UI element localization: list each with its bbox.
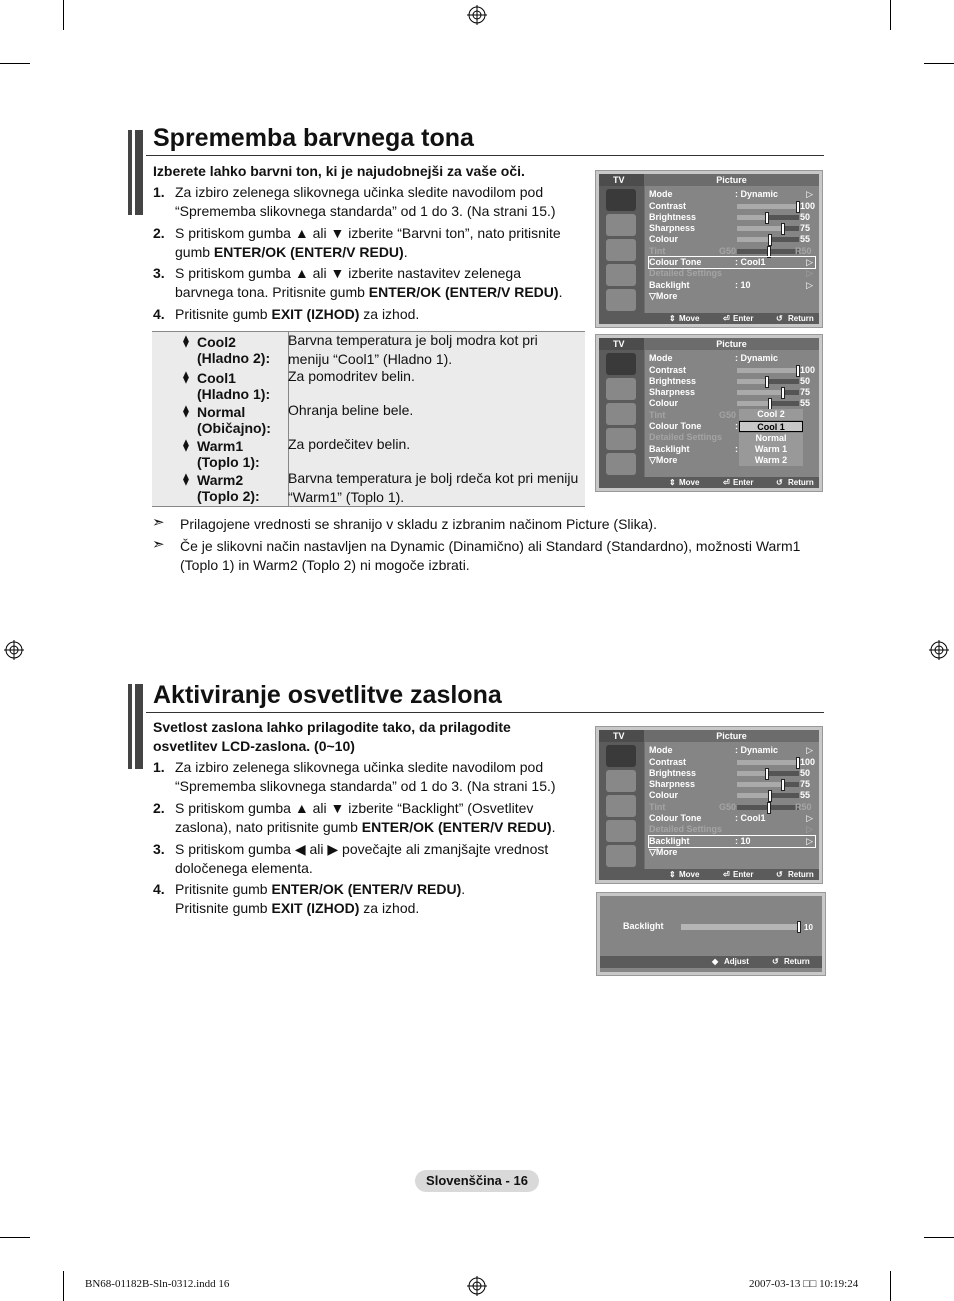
diamond-icon: ⧫: [183, 334, 189, 348]
diamond-icon: ⧫: [183, 404, 189, 418]
enter-icon: ⏎: [723, 314, 730, 323]
dropdown-option-normal[interactable]: Normal: [739, 433, 803, 444]
tone-desc: Barvna temperatura je bolj rdeča kot pri meniju “Warm1” (Toplo 1).: [288, 470, 579, 505]
menu-item-sharpness[interactable]: Sharpness 75: [649, 387, 811, 397]
menu-footer: ⇕ Move ⏎ Enter ↺ Return: [599, 313, 819, 324]
picture-icon: [606, 189, 636, 211]
move-icon: ⇕: [669, 870, 676, 879]
heading-rule: [146, 712, 824, 713]
left-right-icon: ◆: [712, 957, 719, 966]
step-2: 2. S pritiskom gumba ▲ ali ▼ izberite “Backlight” (Osvetlitev zaslona), nato pritisnite gumb ENTER/OK (ENTER/V REDU).: [153, 800, 556, 835]
menu-item-contrast[interactable]: Contrast 100: [649, 757, 816, 767]
menu-item-sharpness[interactable]: Sharpness 75: [649, 223, 811, 233]
note-2: Če je slikovni način nastavljen na Dynamic (Dinamično) ali Standard (Standardno), možnosti Warm1 (Toplo 1) in Warm2 (Toplo 2) ni mogoče izbrati.: [180, 538, 801, 573]
setup-icon: [606, 428, 636, 450]
menu-item-mode[interactable]: Mode : Dynamic: [649, 353, 779, 363]
sound-icon: [606, 214, 636, 236]
menu-item-colour-tone[interactable]: Colour Tone : Cool1 ▷: [649, 813, 813, 823]
section2-title: Aktiviranje osvetlitve zaslona: [153, 681, 502, 709]
channel-icon: [606, 795, 636, 817]
tone-desc: Za pomodritev belin.: [288, 368, 415, 384]
tone-name: Cool2 (Hladno 2):: [197, 334, 271, 366]
section1-lead: Izberete lahko barvni ton, ki je najudobnejši za vaše oči.: [153, 163, 525, 179]
picture-icon: [606, 353, 636, 375]
colour-tone-table: [152, 331, 585, 507]
crop-mark: [890, 1271, 891, 1301]
menu-item-more[interactable]: ▽More: [649, 291, 678, 301]
dropdown-option-cool1[interactable]: Cool 1: [739, 421, 803, 432]
return-icon: ↺: [776, 314, 783, 323]
step-3: 3. S pritiskom gumba ◀ ali ▶ povečajte ali zmanjšajte vrednost določenega elementa.: [153, 841, 549, 876]
crop-mark: [63, 1271, 64, 1301]
diamond-icon: ⧫: [183, 472, 189, 486]
diamond-icon: ⧫: [183, 370, 189, 384]
menu-item-tint: Tint G50: [649, 410, 737, 420]
setup-icon: [606, 820, 636, 842]
step-1: 1. Za izbiro zelenega slikovnega učinka sledite navodilom pod “Sprememba slikovnega standarda” od 1 do 3. (Na strani 15.): [153, 759, 556, 794]
heading-bar: [135, 130, 143, 215]
menu-item-sharpness[interactable]: Sharpness 75: [649, 779, 811, 789]
menu-item-detailed-settings: Detailed Settings ▷: [649, 824, 813, 834]
picture-icon: [606, 745, 636, 767]
tone-name: Warm1 (Toplo 1):: [197, 438, 260, 470]
menu-item-colour-tone[interactable]: Colour Tone :: [649, 421, 738, 431]
input-icon: [606, 845, 636, 867]
menu-item-brightness[interactable]: Brightness 50: [649, 376, 811, 386]
step-4: 4. Pritisnite gumb EXIT (IZHOD) za izhod.: [153, 306, 420, 322]
note-arrow-icon: ➣: [152, 514, 165, 531]
step-3: 3. S pritiskom gumba ▲ ali ▼ izberite nastavitev zelenega barvnega tona. Pritisnite gumb ENTER/OK (ENTER/V REDU).: [153, 265, 563, 300]
heading-bar: [135, 684, 143, 769]
menu-item-detailed-settings: Detailed Settings ▷: [649, 268, 813, 278]
registration-mark-icon: [929, 640, 949, 660]
registration-mark-icon: [467, 5, 487, 25]
return-icon: ↺: [776, 478, 783, 487]
heading-bar: [128, 684, 132, 769]
backlight-slider[interactable]: [681, 924, 801, 930]
slider-knob[interactable]: [797, 921, 801, 933]
menu-item-more[interactable]: ▽More: [649, 455, 678, 465]
step-2: 2. S pritiskom gumba ▲ ali ▼ izberite “Barvni ton”, nato pritisnite gumb ENTER/OK (ENTER/V REDU).: [153, 225, 561, 260]
tone-desc: Ohranja beline bele.: [288, 402, 414, 418]
crop-mark: [924, 1237, 954, 1238]
backlight-menu-screen: TV Picture Mode : Dynamic ▷ Contrast 100 Brightness 50 Sharpness 75 Colour 55 Tint G50 R50 Colour Tone : Cool1 ▷ Detailed Settings ▷ Backlight : 10 ▷ ▽More ⇕ Move ⏎ Enter ↺ Return: [595, 726, 823, 884]
page-number: Slovenščina - 16: [415, 1170, 539, 1192]
crop-mark: [63, 0, 64, 30]
registration-mark-icon: [467, 1276, 487, 1296]
menu-item-contrast[interactable]: Contrast 100: [649, 201, 816, 211]
menu-item-colour[interactable]: Colour 55: [649, 398, 811, 408]
colour-tone-dropdown-screen: TV Picture Mode : Dynamic Contrast 100 Brightness 50 Sharpness 75 Colour 55 Tint G50 Colour Tone : Detailed Settings Backlight : ▽More Cool 2 Cool 1 Normal Warm 1 Warm 2 ⇕ Move ⏎ Enter ↺ Return: [595, 334, 823, 492]
section2-lead: Svetlost zaslona lahko prilagodite tako, da prilagodite osvetlitev LCD-zaslona. (0~10): [153, 719, 511, 754]
backlight-value: 10: [804, 923, 813, 932]
menu-item-backlight[interactable]: Backlight : 10 ▷: [649, 280, 813, 290]
menu-item-contrast[interactable]: Contrast 100: [649, 365, 816, 375]
tone-desc: Barvna temperatura je bolj modra kot pri meniju “Cool1” (Hladno 1).: [288, 332, 538, 367]
adjust-footer: ◆ Adjust ↺ Return: [600, 956, 822, 968]
sound-icon: [606, 770, 636, 792]
channel-icon: [606, 403, 636, 425]
menu-footer: ⇕ Move ⏎ Enter ↺ Return: [599, 477, 819, 488]
menu-item-more[interactable]: ▽More: [649, 847, 678, 857]
menu-item-brightness[interactable]: Brightness 50: [649, 768, 811, 778]
section1-title: Sprememba barvnega tona: [153, 124, 474, 152]
crop-mark: [0, 1237, 30, 1238]
heading-bar: [128, 130, 132, 215]
enter-icon: ⏎: [723, 478, 730, 487]
tone-name: Warm2 (Toplo 2):: [197, 472, 260, 504]
registration-mark-icon: [4, 640, 24, 660]
note-arrow-icon: ➣: [152, 536, 165, 553]
tone-name: Normal (Običajno):: [197, 404, 271, 436]
picture-menu-screen: TV Picture Mode : Dynamic ▷ Contrast 100 Brightness 50 Sharpness 75 Colour 55 Tint G50 R50 Colour Tone : Cool1 ▷ Detailed Settings ▷ Backlight : 10 ▷ ▽More ⇕ Move ⏎ Enter ↺ Return: [595, 170, 823, 328]
sound-icon: [606, 378, 636, 400]
menu-item-mode[interactable]: Mode : Dynamic ▷: [649, 189, 813, 199]
menu-item-backlight[interactable]: Backlight : 10 ▷: [649, 836, 813, 846]
input-icon: [606, 289, 636, 311]
heading-rule: [146, 155, 824, 156]
menu-item-colour-tone[interactable]: Colour Tone : Cool1 ▷: [649, 257, 813, 267]
step-4: 4. Pritisnite gumb ENTER/OK (ENTER/V REDU). Pritisnite gumb EXIT (IZHOD) za izhod.: [153, 881, 466, 916]
move-icon: ⇕: [669, 478, 676, 487]
enter-icon: ⏎: [723, 870, 730, 879]
menu-item-backlight[interactable]: Backlight :: [649, 444, 738, 454]
backlight-adjust-screen: [596, 892, 826, 976]
date-slug: 2007-03-13 □□ 10:19:24: [749, 1278, 859, 1290]
dropdown-option-cool2[interactable]: Cool 2: [739, 409, 803, 420]
menu-item-brightness[interactable]: Brightness 50: [649, 212, 811, 222]
return-icon: ↺: [772, 957, 779, 966]
menu-item-colour[interactable]: Colour 55: [649, 234, 811, 244]
move-icon: ⇕: [669, 314, 676, 323]
menu-item-tint: Tint G50 R50: [649, 802, 812, 812]
menu-item-colour[interactable]: Colour 55: [649, 790, 811, 800]
step-1: 1. Za izbiro zelenega slikovnega učinka sledite navodilom pod “Sprememba slikovnega standarda” od 1 do 3. (Na strani 15.): [153, 184, 556, 219]
note-1: Prilagojene vrednosti se shranijo v skladu z izbranim načinom Picture (Slika).: [180, 516, 657, 532]
menu-footer: ⇕ Move ⏎ Enter ↺ Return: [599, 869, 819, 880]
menu-item-mode[interactable]: Mode : Dynamic ▷: [649, 745, 813, 755]
crop-mark: [0, 63, 30, 64]
backlight-label: Backlight: [623, 921, 664, 931]
crop-mark: [924, 63, 954, 64]
tone-desc: Za pordečitev belin.: [288, 436, 411, 452]
dropdown-option-warm1[interactable]: Warm 1: [739, 444, 803, 455]
diamond-icon: ⧫: [183, 438, 189, 452]
dropdown-option-warm2[interactable]: Warm 2: [739, 455, 803, 466]
menu-item-detailed-settings: Detailed Settings: [649, 432, 723, 442]
input-icon: [606, 453, 636, 475]
crop-mark: [890, 0, 891, 30]
file-slug: BN68-01182B-Sln-0312.indd 16: [85, 1278, 230, 1290]
setup-icon: [606, 264, 636, 286]
return-icon: ↺: [776, 870, 783, 879]
menu-item-tint: Tint G50 R50: [649, 246, 812, 256]
channel-icon: [606, 239, 636, 261]
tone-name: Cool1 (Hladno 1):: [197, 370, 271, 402]
